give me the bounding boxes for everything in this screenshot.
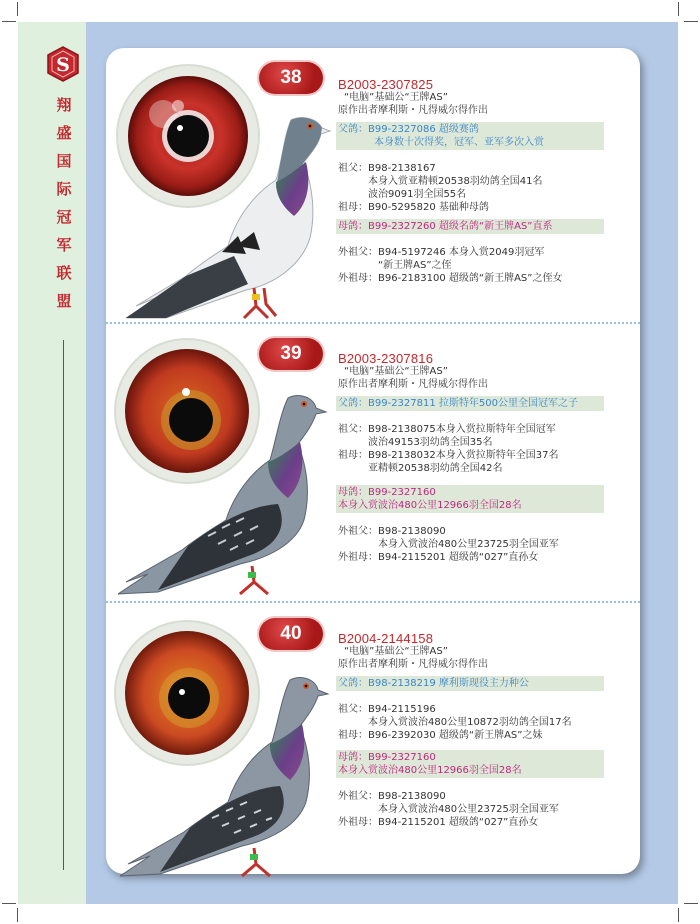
pedigree-text xyxy=(338,632,604,829)
crop-mark xyxy=(17,908,18,922)
dam-line: 本身入赏波治480公里12966羽全国28名 xyxy=(338,500,522,511)
dam-line: 母鸽：B99-2327160 xyxy=(338,487,436,498)
crop-mark xyxy=(678,2,679,16)
pedigree-text xyxy=(338,352,604,564)
subtitle: 原作出者摩利斯・凡得威尔得作出 xyxy=(338,379,488,390)
sire-line: 本身数十次得奖，冠军、亚军多次入赏 xyxy=(374,137,544,148)
dam-line: 母鸽：B99-2327160 xyxy=(338,752,436,763)
pigeon-entry xyxy=(106,330,640,600)
granddam: 祖母：B96-2392030 超级鸽“新王牌AS”之妹 xyxy=(338,730,543,741)
crop-mark xyxy=(684,21,698,22)
grandsire-detail: 波治49153羽幼鸽全国35名 xyxy=(368,437,493,448)
dam-line: 本身入赏波治480公里12966羽全国28名 xyxy=(338,765,522,776)
crop-mark xyxy=(2,21,16,22)
maternal-grandsire-detail: “新王牌AS”之侄 xyxy=(378,260,452,271)
subtitle: “电脑”基础公“王牌AS” xyxy=(344,646,448,657)
title-char: 翔 xyxy=(56,96,72,114)
granddam: 祖母：B98-2138032本身入赏拉斯特年全国37名 xyxy=(338,450,559,461)
entry-number-badge: 39 xyxy=(259,338,323,370)
maternal-grandsire-detail: 本身入赏波治480公里23725羽全国亚军 xyxy=(378,539,559,550)
title-char: 盟 xyxy=(56,292,72,310)
pigeon-entry xyxy=(106,608,640,878)
title-char: 军 xyxy=(56,236,72,254)
crop-mark xyxy=(678,908,679,922)
ring-number: B2004-2144158 xyxy=(338,631,434,646)
section-separator xyxy=(106,601,640,603)
crop-mark xyxy=(684,903,698,904)
title-char: 际 xyxy=(56,180,72,198)
title-char: 国 xyxy=(56,152,72,170)
sire-line: 父鸽：B99-2327811 拉斯特年500公里全国冠军之子 xyxy=(338,398,578,409)
entry-number-badge: 40 xyxy=(259,618,323,650)
maternal-grandsire: 外祖父：B94-5197246 本身入赏2049羽冠军 xyxy=(338,247,545,258)
maternal-grandsire: 外祖父：B98-2138090 xyxy=(338,791,446,802)
sire-bar xyxy=(336,396,604,411)
maternal-grandsire-detail: 本身入赏波治480公里23725羽全国亚军 xyxy=(378,804,559,815)
ring-number: B2003-2307825 xyxy=(338,77,434,92)
title-char: 冠 xyxy=(56,208,72,226)
dam-bar xyxy=(336,485,604,513)
maternal-granddam: 外祖母：B96-2183100 超级鸽“新王牌AS”之侄女 xyxy=(338,273,563,284)
title-char: 盛 xyxy=(56,124,72,142)
pigeon-photo xyxy=(118,386,338,601)
grandsire-detail: 本身入赏波治480公里10872羽幼鸽全国17名 xyxy=(368,717,572,728)
divider-line xyxy=(63,340,64,870)
subtitle: 原作出者摩利斯・凡得威尔得作出 xyxy=(338,659,488,670)
section-separator xyxy=(106,322,640,324)
maternal-granddam: 外祖母：B94-2115201 超级鸽“027”直孙女 xyxy=(338,817,539,828)
pigeon-entry xyxy=(106,52,640,322)
crop-mark xyxy=(2,903,16,904)
grandsire: 祖父：B98-2138167 xyxy=(338,163,436,174)
grandsire: 祖父：B94-2115196 xyxy=(338,704,436,715)
grandsire: 祖父：B98-2138075本身入赏拉斯特年全国冠军 xyxy=(338,424,556,435)
crop-mark xyxy=(17,2,18,16)
sire-line: 父鸽：B98-2138219 摩利斯现役主力种公 xyxy=(338,678,529,689)
vertical-title xyxy=(52,96,76,320)
grandsire-detail: 本身入赏亚精顿20538羽幼鸽全国41名 xyxy=(368,176,543,187)
pigeon-photo xyxy=(120,668,340,883)
grandsire-detail: 波治9091羽全国55名 xyxy=(368,189,467,200)
pigeon-photo xyxy=(126,106,336,321)
granddam-detail: 亚精顿20538羽幼鸽全国42名 xyxy=(368,463,503,474)
ring-number: B2003-2307816 xyxy=(338,351,434,366)
dam-bar xyxy=(336,750,604,778)
sire-line: 父鸽：B99-2327086 超级赛鸽 xyxy=(338,124,479,135)
title-char: 联 xyxy=(56,264,72,282)
logo-letter: S xyxy=(56,54,70,76)
maternal-grandsire: 外祖父：B98-2138090 xyxy=(338,526,446,537)
dam-line: 母鸽：B99-2327260 超级名鸽“新王牌AS”直系 xyxy=(338,221,553,232)
subtitle: “电脑”基础公“王牌AS” xyxy=(344,92,448,103)
dam-bar xyxy=(336,219,604,234)
subtitle: 原作出者摩利斯・凡得威尔得作出 xyxy=(338,105,488,116)
entry-number-badge: 38 xyxy=(259,62,323,94)
sire-bar xyxy=(336,122,604,150)
sire-bar xyxy=(336,676,604,691)
granddam: 祖母：B90-5295820 基础种母鸽 xyxy=(338,202,489,213)
maternal-granddam: 外祖母：B94-2115201 超级鸽“027”直孙女 xyxy=(338,552,539,563)
brand-logo xyxy=(47,46,79,82)
pedigree-text xyxy=(338,78,604,285)
subtitle: “电脑”基础公“王牌AS” xyxy=(344,366,448,377)
